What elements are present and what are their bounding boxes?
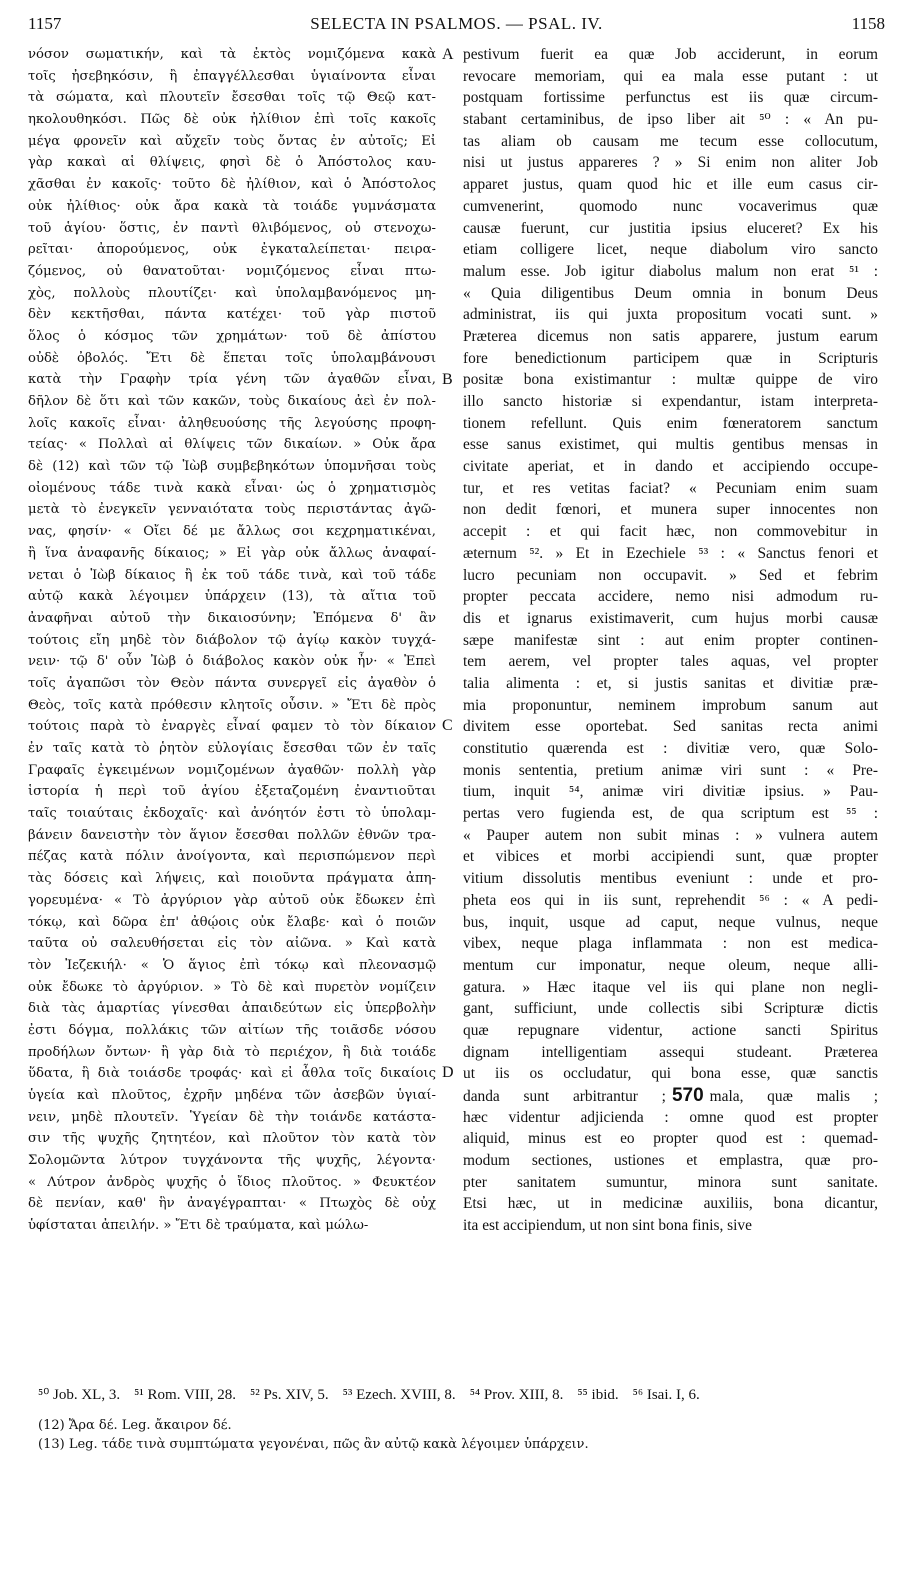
latin-text-line: etiam colligere licet, neque diabolum viro sancto: [463, 241, 878, 259]
greek-text-line: τοῖς ἠσεβηκόσιν, ἢ ἐπαγγέλλεσθαι ὑγιαίνοντα εἶναι: [28, 68, 436, 84]
latin-text-line: divitem esse oportebat. Sed sanitas recta animi: [463, 718, 878, 736]
greek-text-line: χᾶσθαι ἐν κακοῖς· τοῦτο δὲ ἠλίθιον, καὶ ὁ Ἀπόστολος: [28, 177, 436, 193]
latin-text-line: positæ bona existimantur : multæ quippe de viro: [463, 371, 878, 389]
latin-text-line: « Pauper autem non subit minas : » vulnera autem: [463, 826, 878, 844]
latin-text-line: constitutio quærenda est : divitiæ vero, quæ Solo-: [463, 740, 878, 757]
latin-text-line: pestivum fuerit ea quæ Job acciderunt, in eorum: [463, 46, 878, 63]
greek-column: [28, 44, 436, 1237]
greek-text-line: τοῖς ἀγαπῶσι τὸν Θεὸν πάντα συνεργεῖ εἰς ἀγαθὸν ὁ: [28, 675, 436, 691]
greek-text-line: νειν, μηδὲ πλουτεῖν. Ὑγείαν δὲ τὴν τοιάνδε κατάστα-: [28, 1109, 436, 1125]
greek-text-line: δὲν κεκτῆσθαι, πάντα κατέχει· τοῦ γὰρ πιστοῦ: [28, 307, 436, 323]
right-column-number: 1158: [851, 14, 885, 33]
latin-text-line: vibex, neque plaga inflammata : non est medica-: [463, 935, 878, 953]
editor-note: (12) Ἄρα δέ. Leg. ἄκαιρον δέ.: [38, 1418, 232, 1433]
greek-text-line: λοῖς κακοῖς εἶναι· ἀληθευούσης τῆς λεγούσης προφη-: [28, 415, 436, 431]
greek-text-line: πέζας κατὰ πόλιν ἀνοίγοντα, καὶ περισπώμενον περὶ: [28, 849, 436, 865]
left-column-number: 1157: [28, 14, 62, 33]
greek-text-line: τούτοις εἴη μηδὲ τὸν διάβολον τῷ ἁγίῳ κακὸν τυγχά-: [28, 632, 436, 648]
latin-text-line: sæpe manifestæ sint : aut enim propter continen-: [463, 631, 878, 649]
greek-text-line: μετὰ τὸ ἐνεγκεῖν γενναιότατα τοὺς περιστάντας ἀγῶ-: [28, 502, 436, 518]
footnote-reference: ⁵³ Ezech. XVIII, 8.: [342, 1387, 456, 1403]
latin-text-line: malum esse. Job igitur diabolus malum non erat ⁵¹ :: [463, 262, 878, 280]
latin-text-line: bus, inquit, usque ad caput, neque vulnus, neque: [463, 913, 878, 931]
greek-text-line: ὑφίσταται ἀπειλήν. » Ἔτι δὲ τραύματα, καὶ μώλω-: [28, 1218, 369, 1234]
greek-text-line: γὰρ κακαὶ αἱ θλίψεις, φησὶ δὲ ὁ Ἀπόστολος καυ-: [28, 155, 436, 171]
greek-text-line: γορευμένα· « Τὸ ἀργύριον γὰρ αὐτοῦ οὐκ ἔδωκεν ἐπὶ: [28, 892, 436, 908]
footnote-reference: ⁵⁵ ibid.: [577, 1387, 619, 1403]
latin-text-line: propter peccata accidere, nemo nisi admodum ru-: [463, 588, 878, 606]
latin-text-line: civitate aperiat, et in dando et accipiendo occupe-: [463, 458, 878, 476]
latin-text-line: fore benedictionum participem quæ in Scripturis: [463, 349, 878, 367]
latin-text-line: tium, inquit ⁵⁴, animæ viri divitiæ ipsius. » Pau-: [463, 783, 878, 801]
latin-text-line: nisi ut justus appareres ? » Si enim non aliter Job: [463, 154, 878, 172]
latin-text-line: talia alimenta : et, si justis sanitas et divitiæ præ-: [463, 674, 878, 692]
latin-text-line: administrat, iis qui juxta propositum vocati sunt. »: [463, 306, 878, 324]
latin-text-line: [463, 1085, 878, 1107]
greek-text-line: τούτοις παρὰ τὸ ἐναργὲς εἶναί φαμεν τὸ τὸν δίκαιον: [28, 719, 436, 735]
greek-text-line: ἢ ἵνα ἀναφανῆς δίκαιος; » Εἰ γὰρ οὐκ ἄλλως ἀναφαί-: [28, 545, 436, 561]
latin-text-line: Etsi hæc, ut in medicinæ auxiliis, bona dicantur,: [463, 1195, 878, 1213]
greek-text-line: ταῖς τοιαύταις ἐκδοχαῖς· καὶ ἀνόητόν ἐστι τὸ ὑπολαμ-: [28, 806, 436, 822]
greek-text-line: ταῦτα οὐ σαλευθήσεται εἰς τὸν αἰῶνα. » Καὶ κατὰ: [28, 936, 436, 952]
margin-letter-c: C: [442, 717, 453, 734]
latin-text-line: pertas vero fugienda est, de qua scriptum est ⁵⁵ :: [463, 805, 878, 823]
greek-text-line: διὰ τὰς ἁμαρτίας γίνεσθαι ἀπαιδεύτων εἰς ὑπερβολὴν: [28, 1001, 436, 1017]
latin-text-line: ut iis os occludatur, qui bona esse, quæ sanctis: [463, 1065, 878, 1083]
latin-text-line: tas aliam ob causam me tecum esse collocutum,: [463, 132, 878, 150]
margin-letter-d: D: [442, 1064, 454, 1081]
latin-text-line: accepit : et qui facit hæc, non commovebitur in: [463, 523, 878, 541]
greek-text-line: νειν· τῷ δ' οὖν Ἰὼβ ὁ διάβολος κακὸν οὐκ ἦν· « Ἐπεὶ: [28, 654, 436, 670]
margin-letter-b: B: [442, 371, 453, 388]
latin-text-line: dis et ignarus existimaverit, cum hujus morbi causæ: [463, 609, 878, 627]
footnote-reference: ⁵⁶ Isai. I, 6.: [632, 1387, 700, 1403]
footnote-reference: ⁵⁴ Prov. XIII, 8.: [469, 1387, 564, 1403]
greek-text-line: οὐκ ἠλίθιος· οὐκ ἄρα κακὰ τὰ τοιάδε γυμνάσματα: [28, 198, 436, 214]
greek-text-line: νεται ὁ Ἰὼβ δίκαιος ἢ ἐκ τοῦ τάδε τινὰ, καὶ τοῦ τάδε: [28, 567, 436, 583]
latin-text-line: gant, sufficiunt, unde collectis sibi Scripturæ dictis: [463, 1000, 878, 1018]
footnote-references: [38, 1385, 885, 1404]
greek-text-line: αὐτῷ κακὰ λέγοιμεν ὑπάρχειν (13), τὰ αἴτια τοῦ: [28, 589, 436, 605]
greek-text-line: ὅλος ὁ κόσμος τῶν χρημάτων· τοῦ δὲ ἀπίστου: [28, 328, 436, 344]
greek-text-line: ρεῖται· ἀπορούμενος, οὐκ ἐγκαταλείπεται· πειρα-: [28, 242, 436, 258]
latin-text-line: hæc videntur adjicienda : omne quod est propter: [463, 1108, 878, 1126]
greek-text-line: ὑγεία καὶ πλοῦτος, ἐχρῆν μηδένα τῶν ἀσεβῶν ὑγιαί-: [28, 1088, 436, 1103]
latin-text-line: causæ fuerunt, cur justitia ipsius eluceret? Ex his: [463, 219, 878, 237]
latin-text-line: « Quia diligentibus Deum omnia in bonum Deus: [463, 284, 878, 302]
latin-text-line: postquam fortissime perfunctus est iis quæ circum-: [463, 89, 878, 107]
greek-text-line: ἐν ταῖς κατὰ τὸ ῥητὸν εὐλογίαις ἔσεσθαι τῶν ἐν ταῖς: [28, 741, 436, 756]
latin-text-line: ita est accipiendum, ut non sint bona finis, sive: [463, 1217, 752, 1235]
greek-text-line: ζόμενος, οὐ θανατοῦται· νομιζόμενος εἶναι πτω-: [28, 263, 436, 279]
latin-text-line: non dedit fœnori, et munera super innocentes non: [463, 501, 878, 519]
greek-text-line: οἰομένους τάδε τινὰ κακὰ εἶναι· ὡς ὁ χρηματισμὸς: [28, 480, 436, 496]
footnote-reference: ⁵² Ps. XIV, 5.: [250, 1387, 329, 1403]
latin-text-line: lucro pecuniam non occupavit. » Sed et febrim: [463, 566, 878, 584]
latin-text-line: gatura. » Hæc itaque vel iis qui plane non negli-: [463, 978, 878, 996]
latin-text-line: esse sanus existimet, qui multis gentibus mensas in: [463, 436, 878, 454]
latin-text-line: aliquid, minus est eo propter quod est : quemad-: [463, 1130, 878, 1148]
greek-text-line: Θεὸς, τοῖς κατὰ πρόθεσιν κλητοῖς οὖσιν. » Ἔτι δὲ πρὸς: [28, 697, 436, 713]
greek-text-line: τὰς δόσεις καὶ λήψεις, καὶ ποιοῦντα πράγματα ἀπη-: [28, 871, 436, 887]
latin-text-line: pheta eos qui in iis sunt, reprehendit ⁵⁶ : « A pedi-: [463, 891, 878, 909]
greek-text-line: δὲ (12) καὶ τῶν τῷ Ἰὼβ συμβεβηκότων ὑπομνῆσαι τοὺς: [28, 459, 436, 475]
greek-text-line: οὐκ ἔδωκε τὸ ἀργύριον. » Τὸ δὲ καὶ πυρετὸν νομίζειν: [28, 979, 436, 995]
latin-text-line: tur, et res vetitas faciat? « Pecuniam enim suam: [463, 479, 878, 497]
greek-text-line: χὸς, πολλοὺς πλουτίζει· καὶ ὑπολαμβανόμενος μη-: [28, 285, 436, 301]
greek-text-line: τὸν Ἰεζεκιήλ· « Ὁ ἅγιος ἐπὶ τόκῳ καὶ πλεονασμῷ: [28, 957, 436, 973]
greek-text-line: ὕδατα, ἢ διὰ τοιάσδε τροφάς· καὶ εἰ ἆθλα τοῖς δικαίοις: [28, 1066, 436, 1082]
column-number-marker: 570: [671, 1085, 704, 1106]
text-line-segment: mala, quæ malis ;: [709, 1088, 878, 1105]
latin-text-line: mia proponuntur, neminem improbum sanum aut: [463, 696, 878, 714]
latin-text-line: stabant certaminibus, de ipso liber ait ⁵⁰ : « An pu-: [463, 111, 878, 129]
greek-text-line: ηκολουθηκόσι. Πῶς δὲ οὐκ ἠλίθιον ἐπὶ τοῖς κακοῖς: [28, 112, 436, 128]
latin-column: [463, 44, 878, 1237]
latin-text-line: tem aerem, vel propter tales aquas, vel propter: [463, 653, 878, 671]
margin-letter-a: A: [442, 46, 454, 63]
greek-text-line: τόκῳ, καὶ δῶρα ἐπ' ἀθῴοις οὐκ ἔλαβε· καὶ ὁ ποιῶν: [28, 914, 436, 930]
greek-text-line: δὲ πενίαν, καθ' ἣν ἀναγέγραπται· « Πτωχὸς δὲ οὐχ: [28, 1196, 436, 1212]
greek-text-line: ἐστι δόγμα, πολλάκις τῶν αἰτίων τῆς τοιᾶσδε νόσου: [28, 1022, 436, 1038]
greek-text-line: τοῦ ἁγίου· ὅστις, ἐν παντὶ θλιβόμενος, οὐ στενοχω-: [28, 220, 436, 236]
greek-text-line: Γραφαῖς ἐγκειμένων νομιζομένων ἀγαθῶν· πολλὴ γὰρ: [28, 762, 436, 778]
latin-text-line: revocare memoriam, qui ea mala esse putant : ut: [463, 67, 878, 85]
greek-text-line: σιν τῆς ψυχῆς ζητητέον, καὶ πλοῦτον τὸν κατὰ τὸν: [28, 1131, 436, 1147]
latin-text-line: modum sectiones, ustiones et emplastra, quæ pro-: [463, 1152, 878, 1170]
greek-text-line: ἱστορία ἡ περὶ τοῦ ἁγίου ἐξεταζομένη ἐναντιοῦται: [28, 784, 436, 800]
greek-text-line: βάνειν δανειστὴν τὸν ἅγιον ἔσεσθαι πολλῶν ἐθνῶν τρα-: [28, 827, 436, 843]
latin-text-line: tionem refellunt. Quis enim fœneratorem sanctum: [463, 414, 878, 432]
footnote-reference: ⁵⁰ Job. XL, 3.: [38, 1387, 121, 1403]
greek-text-line: κατὰ τὴν Γραφὴν τρία γένη τῶν ἀγαθῶν εἶναι,: [28, 372, 436, 388]
latin-text-line: quæ repugnare videntur, actione sancti Spiritus: [463, 1021, 878, 1039]
greek-text-line: προδήλων ὄντων· ἢ γὰρ διὰ τὸ περιέχον, ἢ διὰ τοιάδε: [28, 1044, 436, 1060]
latin-text-line: æternum ⁵². » Et in Ezechiele ⁵³ : « Sanctus fenori et: [463, 544, 878, 562]
latin-text-line: vitium dissolutis mentibus eveniunt : unde et pro-: [463, 870, 878, 888]
greek-text-line: νόσον σωματικήν, καὶ τὰ ἐκτὸς νομιζόμενα κακὰ: [28, 47, 436, 62]
greek-text-line: ἀναφῆναι αὐτοῦ τὴν δικαιοσύνην; Ἑπόμενα δ' ἂν: [28, 610, 436, 626]
latin-text-line: cumvenerint, quomodo nunc vocaverimus quæ: [463, 197, 878, 215]
latin-text-line: Præterea dicemus non satis apparere, justum earum: [463, 327, 878, 345]
editor-note: (13) Leg. τάδε τινὰ συμπτώματα γεγονέναι, πῶς ἂν αὐτῷ κακὰ λέγοιμεν ὑπάρχειν.: [38, 1437, 589, 1452]
greek-text-line: οὐδὲ ὀβολός. Ἔτι δὲ ἕπεται τοῖς ὑπολαμβάνουσι: [28, 350, 436, 366]
latin-text-line: illo sancto historiæ si expendantur, istam interpreta-: [463, 393, 878, 410]
footnote-reference: ⁵¹ Rom. VIII, 28.: [134, 1387, 237, 1403]
latin-text-line: mentum cur imponatur, neque oleum, neque alli-: [463, 956, 878, 974]
editor-notes: [38, 1416, 885, 1454]
greek-text-line: μέγα φρονεῖν καὶ αὔχεῖν τοὺς ὄντας ἐν αὐτοῖς; Εἰ: [28, 133, 436, 149]
greek-text-line: τὰ σώματα, καὶ πλουτεῖν ἔσεσθαι τοῖς τῷ Θεῷ κατ-: [28, 90, 436, 106]
running-title: SELECTA IN PSALMOS. — PSAL. IV.: [310, 14, 603, 33]
latin-text-line: et vibices et morbi accipiendi sunt, quæ propter: [463, 848, 878, 866]
latin-text-line: monis sententia, pretium animæ viri sunt : « Pre-: [463, 761, 878, 779]
greek-text-line: δῆλον δὲ ὅτι καὶ τῶν κακῶν, τοὺς δικαίους ἀεὶ ἐν πολ-: [28, 394, 436, 409]
greek-text-line: νας, φησίν· « Οἴει δέ με ἄλλως σοι κεχρηματικέναι,: [28, 524, 436, 540]
latin-text-line: pter sanitatem sumuntur, minora sunt sanitate.: [463, 1173, 878, 1191]
text-line-segment: danda sunt arbitrantur ;: [463, 1088, 666, 1105]
page-header: [28, 14, 885, 40]
greek-text-line: Σολομῶντα λύτρον τυγχάνοντα τῆς ψυχῆς, λέγοντα·: [28, 1153, 436, 1169]
latin-text-line: apparet justus, quam quod hic et ille eum casus cir-: [463, 176, 878, 194]
latin-text-line: dignam intelligentiam assequi studeant. Præterea: [463, 1043, 878, 1061]
greek-text-line: « Λύτρον ἀνδρὸς ψυχῆς ὁ ἴδιος πλοῦτος. » Φευκτέον: [28, 1174, 436, 1190]
greek-text-line: τείας· « Πολλαὶ αἱ θλίψεις τῶν δικαίων. » Οὐκ ἄρα: [28, 437, 436, 453]
